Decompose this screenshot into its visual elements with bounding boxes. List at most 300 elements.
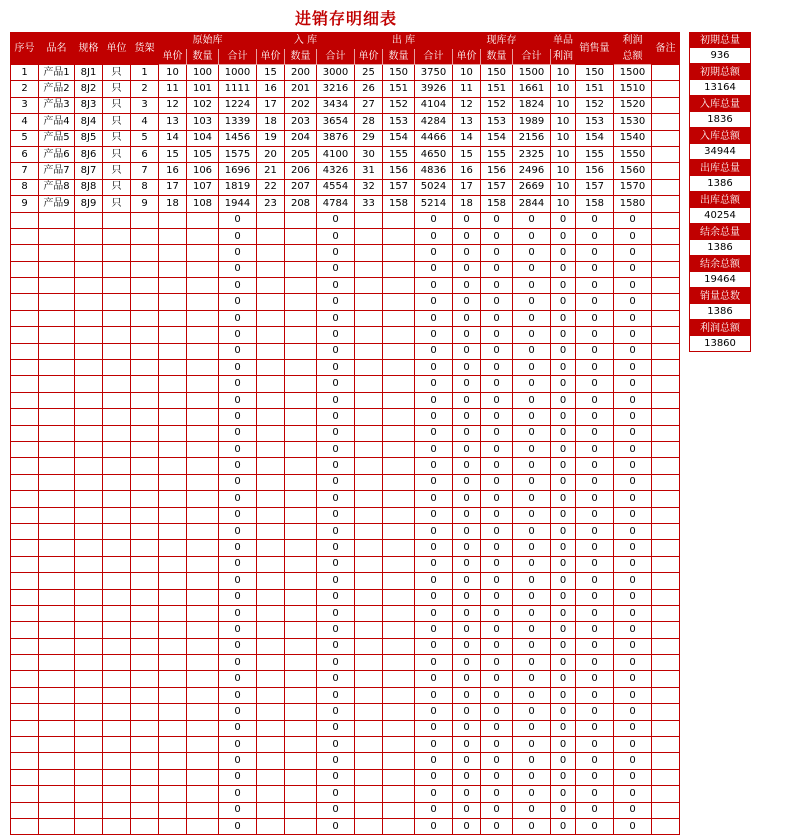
cell-unit-profit[interactable]: 0 <box>551 343 576 359</box>
cell-current-qty[interactable]: 0 <box>481 671 513 687</box>
cell-inbound-qty[interactable] <box>285 573 317 589</box>
cell-original-price[interactable] <box>159 376 187 392</box>
cell-current-total[interactable]: 2156 <box>513 130 551 146</box>
cell-shelf[interactable]: 6 <box>131 146 159 162</box>
cell-name[interactable] <box>39 310 75 326</box>
cell-spec[interactable] <box>75 245 103 261</box>
cell-original-price[interactable] <box>159 491 187 507</box>
cell-inbound-price[interactable] <box>257 245 285 261</box>
cell-total-profit[interactable]: 0 <box>614 556 652 572</box>
cell-outbound-qty[interactable] <box>383 605 415 621</box>
cell-name[interactable] <box>39 720 75 736</box>
cell-unit[interactable] <box>103 245 131 261</box>
cell-current-qty[interactable]: 0 <box>481 376 513 392</box>
cell-unit-profit[interactable]: 0 <box>551 720 576 736</box>
cell-sales[interactable]: 0 <box>576 687 614 703</box>
cell-inbound-qty[interactable] <box>285 376 317 392</box>
cell-shelf[interactable]: 8 <box>131 179 159 195</box>
cell-current-qty[interactable]: 0 <box>481 737 513 753</box>
cell-total-profit[interactable]: 0 <box>614 638 652 654</box>
cell-name[interactable] <box>39 769 75 785</box>
cell-outbound-price[interactable] <box>355 245 383 261</box>
cell-remark[interactable] <box>652 392 680 408</box>
cell-original-total[interactable]: 1696 <box>219 163 257 179</box>
cell-outbound-total[interactable]: 0 <box>415 507 453 523</box>
cell-name[interactable] <box>39 360 75 376</box>
cell-unit[interactable]: 只 <box>103 163 131 179</box>
cell-inbound-price[interactable] <box>257 605 285 621</box>
cell-name[interactable]: 产品4 <box>39 114 75 130</box>
cell-outbound-price[interactable]: 33 <box>355 196 383 212</box>
cell-remark[interactable] <box>652 671 680 687</box>
cell-unit[interactable] <box>103 589 131 605</box>
cell-sales[interactable]: 0 <box>576 409 614 425</box>
cell-unit[interactable] <box>103 409 131 425</box>
cell-current-total[interactable]: 0 <box>513 720 551 736</box>
cell-remark[interactable] <box>652 655 680 671</box>
cell-inbound-price[interactable] <box>257 327 285 343</box>
cell-shelf[interactable] <box>131 458 159 474</box>
cell-original-total[interactable]: 0 <box>219 769 257 785</box>
cell-sales[interactable]: 152 <box>576 97 614 113</box>
cell-sales[interactable]: 0 <box>576 228 614 244</box>
cell-inbound-price[interactable]: 20 <box>257 146 285 162</box>
cell-current-total[interactable]: 2844 <box>513 196 551 212</box>
cell-shelf[interactable] <box>131 540 159 556</box>
cell-serial[interactable]: 3 <box>11 97 39 113</box>
cell-remark[interactable] <box>652 81 680 97</box>
cell-current-qty[interactable]: 0 <box>481 523 513 539</box>
cell-sales[interactable]: 0 <box>576 769 614 785</box>
cell-outbound-qty[interactable] <box>383 769 415 785</box>
cell-current-price[interactable]: 0 <box>453 458 481 474</box>
cell-current-qty[interactable]: 0 <box>481 343 513 359</box>
cell-total-profit[interactable]: 1510 <box>614 81 652 97</box>
cell-original-price[interactable] <box>159 228 187 244</box>
cell-current-qty[interactable]: 0 <box>481 360 513 376</box>
cell-current-price[interactable]: 14 <box>453 130 481 146</box>
cell-inbound-total[interactable]: 0 <box>317 458 355 474</box>
cell-outbound-qty[interactable]: 155 <box>383 146 415 162</box>
cell-inbound-total[interactable]: 0 <box>317 409 355 425</box>
cell-unit[interactable] <box>103 458 131 474</box>
cell-inbound-price[interactable] <box>257 523 285 539</box>
cell-remark[interactable] <box>652 245 680 261</box>
cell-spec[interactable] <box>75 507 103 523</box>
cell-outbound-price[interactable] <box>355 310 383 326</box>
cell-outbound-price[interactable] <box>355 622 383 638</box>
cell-name[interactable] <box>39 376 75 392</box>
cell-inbound-total[interactable]: 0 <box>317 474 355 490</box>
cell-name[interactable] <box>39 753 75 769</box>
cell-current-qty[interactable]: 154 <box>481 130 513 146</box>
cell-sales[interactable]: 0 <box>576 540 614 556</box>
cell-remark[interactable] <box>652 589 680 605</box>
cell-current-qty[interactable]: 0 <box>481 769 513 785</box>
cell-spec[interactable] <box>75 704 103 720</box>
cell-shelf[interactable] <box>131 310 159 326</box>
cell-outbound-total[interactable]: 0 <box>415 458 453 474</box>
cell-inbound-total[interactable]: 0 <box>317 491 355 507</box>
cell-spec[interactable] <box>75 343 103 359</box>
cell-current-price[interactable]: 0 <box>453 228 481 244</box>
cell-current-total[interactable]: 0 <box>513 818 551 834</box>
cell-total-profit[interactable]: 0 <box>614 573 652 589</box>
cell-total-profit[interactable]: 0 <box>614 523 652 539</box>
cell-serial[interactable] <box>11 278 39 294</box>
cell-current-total[interactable]: 0 <box>513 212 551 228</box>
cell-unit-profit[interactable]: 0 <box>551 278 576 294</box>
cell-spec[interactable] <box>75 622 103 638</box>
cell-shelf[interactable] <box>131 507 159 523</box>
cell-inbound-price[interactable]: 21 <box>257 163 285 179</box>
cell-original-price[interactable] <box>159 737 187 753</box>
cell-spec[interactable] <box>75 212 103 228</box>
cell-original-total[interactable]: 0 <box>219 737 257 753</box>
cell-unit[interactable]: 只 <box>103 114 131 130</box>
cell-unit[interactable] <box>103 523 131 539</box>
cell-current-qty[interactable]: 0 <box>481 687 513 703</box>
cell-serial[interactable] <box>11 573 39 589</box>
cell-serial[interactable] <box>11 409 39 425</box>
cell-sales[interactable]: 0 <box>576 523 614 539</box>
cell-serial[interactable] <box>11 523 39 539</box>
cell-current-qty[interactable]: 0 <box>481 294 513 310</box>
cell-total-profit[interactable]: 1550 <box>614 146 652 162</box>
cell-unit[interactable] <box>103 573 131 589</box>
cell-original-qty[interactable] <box>187 392 219 408</box>
cell-current-price[interactable]: 0 <box>453 425 481 441</box>
cell-current-qty[interactable]: 0 <box>481 228 513 244</box>
cell-original-total[interactable]: 0 <box>219 261 257 277</box>
cell-name[interactable] <box>39 573 75 589</box>
cell-name[interactable] <box>39 638 75 654</box>
cell-shelf[interactable]: 2 <box>131 81 159 97</box>
cell-original-price[interactable] <box>159 556 187 572</box>
cell-inbound-qty[interactable]: 203 <box>285 114 317 130</box>
cell-name[interactable] <box>39 687 75 703</box>
cell-shelf[interactable]: 9 <box>131 196 159 212</box>
cell-name[interactable] <box>39 212 75 228</box>
cell-original-qty[interactable] <box>187 802 219 818</box>
cell-sales[interactable]: 151 <box>576 81 614 97</box>
cell-outbound-qty[interactable] <box>383 687 415 703</box>
cell-inbound-qty[interactable] <box>285 245 317 261</box>
cell-remark[interactable] <box>652 196 680 212</box>
cell-outbound-total[interactable]: 0 <box>415 605 453 621</box>
cell-unit-profit[interactable]: 0 <box>551 638 576 654</box>
cell-current-qty[interactable]: 0 <box>481 425 513 441</box>
cell-unit-profit[interactable]: 10 <box>551 163 576 179</box>
cell-remark[interactable] <box>652 622 680 638</box>
cell-original-qty[interactable] <box>187 474 219 490</box>
cell-unit[interactable]: 只 <box>103 130 131 146</box>
cell-name[interactable]: 产品9 <box>39 196 75 212</box>
cell-inbound-qty[interactable] <box>285 261 317 277</box>
cell-inbound-total[interactable]: 0 <box>317 507 355 523</box>
cell-sales[interactable]: 0 <box>576 245 614 261</box>
cell-inbound-price[interactable] <box>257 425 285 441</box>
cell-total-profit[interactable]: 0 <box>614 212 652 228</box>
cell-sales[interactable]: 0 <box>576 638 614 654</box>
cell-total-profit[interactable]: 0 <box>614 818 652 834</box>
cell-remark[interactable] <box>652 737 680 753</box>
cell-unit-profit[interactable]: 0 <box>551 786 576 802</box>
cell-sales[interactable]: 0 <box>576 786 614 802</box>
cell-inbound-price[interactable] <box>257 786 285 802</box>
cell-current-total[interactable]: 0 <box>513 409 551 425</box>
cell-outbound-qty[interactable]: 153 <box>383 114 415 130</box>
cell-current-qty[interactable]: 0 <box>481 245 513 261</box>
cell-shelf[interactable]: 7 <box>131 163 159 179</box>
cell-serial[interactable] <box>11 786 39 802</box>
cell-outbound-total[interactable]: 0 <box>415 327 453 343</box>
cell-outbound-total[interactable]: 0 <box>415 278 453 294</box>
cell-sales[interactable]: 157 <box>576 179 614 195</box>
cell-original-qty[interactable] <box>187 294 219 310</box>
cell-outbound-qty[interactable] <box>383 261 415 277</box>
cell-total-profit[interactable]: 0 <box>614 589 652 605</box>
cell-outbound-price[interactable] <box>355 507 383 523</box>
cell-original-price[interactable]: 11 <box>159 81 187 97</box>
cell-remark[interactable] <box>652 474 680 490</box>
cell-serial[interactable] <box>11 622 39 638</box>
cell-original-price[interactable] <box>159 409 187 425</box>
cell-inbound-total[interactable]: 0 <box>317 786 355 802</box>
cell-current-price[interactable]: 0 <box>453 786 481 802</box>
cell-inbound-price[interactable] <box>257 376 285 392</box>
cell-inbound-price[interactable] <box>257 491 285 507</box>
cell-original-total[interactable]: 1224 <box>219 97 257 113</box>
cell-outbound-price[interactable] <box>355 343 383 359</box>
summary-value[interactable]: 1386 <box>689 304 751 320</box>
cell-unit[interactable] <box>103 786 131 802</box>
cell-current-total[interactable]: 0 <box>513 278 551 294</box>
cell-inbound-qty[interactable] <box>285 622 317 638</box>
cell-unit-profit[interactable]: 10 <box>551 114 576 130</box>
cell-inbound-qty[interactable] <box>285 441 317 457</box>
cell-name[interactable] <box>39 802 75 818</box>
cell-total-profit[interactable]: 1570 <box>614 179 652 195</box>
cell-original-qty[interactable] <box>187 507 219 523</box>
cell-shelf[interactable] <box>131 245 159 261</box>
cell-inbound-total[interactable]: 3876 <box>317 130 355 146</box>
cell-unit[interactable] <box>103 720 131 736</box>
cell-original-price[interactable] <box>159 671 187 687</box>
cell-outbound-total[interactable]: 0 <box>415 245 453 261</box>
cell-original-price[interactable] <box>159 245 187 261</box>
cell-original-price[interactable] <box>159 720 187 736</box>
cell-spec[interactable] <box>75 720 103 736</box>
summary-value[interactable]: 40254 <box>689 208 751 224</box>
cell-shelf[interactable] <box>131 622 159 638</box>
cell-inbound-qty[interactable] <box>285 753 317 769</box>
cell-current-total[interactable]: 0 <box>513 589 551 605</box>
cell-outbound-price[interactable]: 31 <box>355 163 383 179</box>
cell-unit-profit[interactable]: 0 <box>551 294 576 310</box>
cell-inbound-qty[interactable]: 201 <box>285 81 317 97</box>
cell-current-total[interactable]: 0 <box>513 655 551 671</box>
cell-current-total[interactable]: 0 <box>513 671 551 687</box>
cell-inbound-qty[interactable] <box>285 589 317 605</box>
cell-current-price[interactable]: 0 <box>453 294 481 310</box>
cell-unit[interactable]: 只 <box>103 65 131 81</box>
cell-original-price[interactable] <box>159 441 187 457</box>
cell-unit-profit[interactable]: 10 <box>551 196 576 212</box>
cell-serial[interactable]: 5 <box>11 130 39 146</box>
cell-original-qty[interactable] <box>187 425 219 441</box>
cell-shelf[interactable] <box>131 671 159 687</box>
cell-inbound-total[interactable]: 0 <box>317 310 355 326</box>
cell-total-profit[interactable]: 0 <box>614 655 652 671</box>
cell-remark[interactable] <box>652 65 680 81</box>
cell-outbound-price[interactable] <box>355 720 383 736</box>
cell-current-total[interactable]: 0 <box>513 540 551 556</box>
cell-current-total[interactable]: 2496 <box>513 163 551 179</box>
cell-inbound-total[interactable]: 0 <box>317 704 355 720</box>
cell-outbound-total[interactable]: 0 <box>415 491 453 507</box>
cell-name[interactable] <box>39 278 75 294</box>
cell-serial[interactable] <box>11 605 39 621</box>
cell-shelf[interactable]: 4 <box>131 114 159 130</box>
cell-outbound-total[interactable]: 0 <box>415 343 453 359</box>
cell-original-price[interactable]: 10 <box>159 65 187 81</box>
cell-original-price[interactable] <box>159 655 187 671</box>
cell-total-profit[interactable]: 0 <box>614 802 652 818</box>
cell-name[interactable] <box>39 540 75 556</box>
cell-sales[interactable]: 0 <box>576 425 614 441</box>
cell-name[interactable] <box>39 474 75 490</box>
cell-total-profit[interactable]: 0 <box>614 278 652 294</box>
cell-outbound-total[interactable]: 0 <box>415 671 453 687</box>
cell-original-total[interactable]: 0 <box>219 327 257 343</box>
summary-value[interactable]: 13164 <box>689 80 751 96</box>
summary-value[interactable]: 1386 <box>689 240 751 256</box>
cell-current-total[interactable]: 0 <box>513 310 551 326</box>
cell-serial[interactable]: 6 <box>11 146 39 162</box>
cell-total-profit[interactable]: 0 <box>614 360 652 376</box>
cell-unit-profit[interactable]: 0 <box>551 409 576 425</box>
cell-shelf[interactable] <box>131 425 159 441</box>
cell-inbound-total[interactable]: 4100 <box>317 146 355 162</box>
cell-original-qty[interactable] <box>187 327 219 343</box>
cell-current-price[interactable]: 0 <box>453 720 481 736</box>
cell-unit[interactable] <box>103 704 131 720</box>
cell-current-total[interactable]: 0 <box>513 376 551 392</box>
cell-original-qty[interactable] <box>187 556 219 572</box>
cell-current-qty[interactable]: 158 <box>481 196 513 212</box>
cell-shelf[interactable] <box>131 278 159 294</box>
cell-outbound-qty[interactable] <box>383 228 415 244</box>
cell-original-total[interactable]: 0 <box>219 441 257 457</box>
cell-remark[interactable] <box>652 294 680 310</box>
cell-current-price[interactable]: 0 <box>453 704 481 720</box>
cell-inbound-qty[interactable] <box>285 605 317 621</box>
cell-current-price[interactable]: 0 <box>453 737 481 753</box>
cell-spec[interactable] <box>75 737 103 753</box>
cell-outbound-price[interactable] <box>355 327 383 343</box>
cell-sales[interactable]: 0 <box>576 458 614 474</box>
cell-unit[interactable] <box>103 376 131 392</box>
cell-unit-profit[interactable]: 0 <box>551 441 576 457</box>
cell-original-total[interactable]: 0 <box>219 474 257 490</box>
cell-current-qty[interactable]: 0 <box>481 212 513 228</box>
cell-outbound-qty[interactable] <box>383 573 415 589</box>
cell-remark[interactable] <box>652 360 680 376</box>
cell-name[interactable] <box>39 655 75 671</box>
cell-inbound-qty[interactable] <box>285 671 317 687</box>
cell-remark[interactable] <box>652 114 680 130</box>
cell-spec[interactable]: 8J1 <box>75 65 103 81</box>
cell-sales[interactable]: 150 <box>576 65 614 81</box>
cell-inbound-total[interactable]: 0 <box>317 228 355 244</box>
cell-outbound-price[interactable]: 30 <box>355 146 383 162</box>
cell-spec[interactable] <box>75 786 103 802</box>
cell-sales[interactable]: 0 <box>576 720 614 736</box>
cell-unit[interactable] <box>103 507 131 523</box>
cell-name[interactable] <box>39 228 75 244</box>
cell-unit-profit[interactable]: 0 <box>551 228 576 244</box>
cell-serial[interactable] <box>11 556 39 572</box>
cell-outbound-total[interactable]: 0 <box>415 392 453 408</box>
cell-current-price[interactable]: 12 <box>453 97 481 113</box>
cell-serial[interactable]: 4 <box>11 114 39 130</box>
cell-original-price[interactable]: 16 <box>159 163 187 179</box>
cell-current-qty[interactable]: 0 <box>481 327 513 343</box>
cell-remark[interactable] <box>652 130 680 146</box>
cell-unit-profit[interactable]: 0 <box>551 507 576 523</box>
cell-inbound-price[interactable] <box>257 294 285 310</box>
summary-value[interactable]: 936 <box>689 48 751 64</box>
cell-outbound-total[interactable]: 0 <box>415 360 453 376</box>
cell-spec[interactable] <box>75 769 103 785</box>
cell-serial[interactable] <box>11 655 39 671</box>
cell-original-qty[interactable] <box>187 687 219 703</box>
cell-serial[interactable] <box>11 720 39 736</box>
cell-original-price[interactable] <box>159 753 187 769</box>
cell-original-qty[interactable] <box>187 540 219 556</box>
cell-outbound-qty[interactable] <box>383 360 415 376</box>
cell-unit-profit[interactable]: 0 <box>551 818 576 834</box>
cell-original-total[interactable]: 1944 <box>219 196 257 212</box>
cell-name[interactable]: 产品5 <box>39 130 75 146</box>
cell-current-qty[interactable]: 0 <box>481 441 513 457</box>
cell-original-total[interactable]: 1111 <box>219 81 257 97</box>
cell-current-total[interactable]: 0 <box>513 228 551 244</box>
cell-current-price[interactable]: 0 <box>453 769 481 785</box>
cell-original-total[interactable]: 0 <box>219 753 257 769</box>
cell-original-price[interactable] <box>159 540 187 556</box>
cell-total-profit[interactable]: 1530 <box>614 114 652 130</box>
cell-outbound-qty[interactable] <box>383 278 415 294</box>
cell-original-price[interactable]: 18 <box>159 196 187 212</box>
cell-current-price[interactable]: 0 <box>453 556 481 572</box>
cell-total-profit[interactable]: 0 <box>614 704 652 720</box>
cell-original-total[interactable]: 1819 <box>219 179 257 195</box>
cell-current-price[interactable]: 0 <box>453 409 481 425</box>
cell-inbound-total[interactable]: 0 <box>317 753 355 769</box>
cell-name[interactable]: 产品2 <box>39 81 75 97</box>
cell-sales[interactable]: 0 <box>576 327 614 343</box>
cell-original-total[interactable]: 0 <box>219 245 257 261</box>
cell-remark[interactable] <box>652 343 680 359</box>
cell-name[interactable]: 产品7 <box>39 163 75 179</box>
cell-remark[interactable] <box>652 441 680 457</box>
cell-remark[interactable] <box>652 409 680 425</box>
cell-inbound-price[interactable] <box>257 818 285 834</box>
cell-outbound-qty[interactable] <box>383 556 415 572</box>
cell-unit[interactable]: 只 <box>103 81 131 97</box>
